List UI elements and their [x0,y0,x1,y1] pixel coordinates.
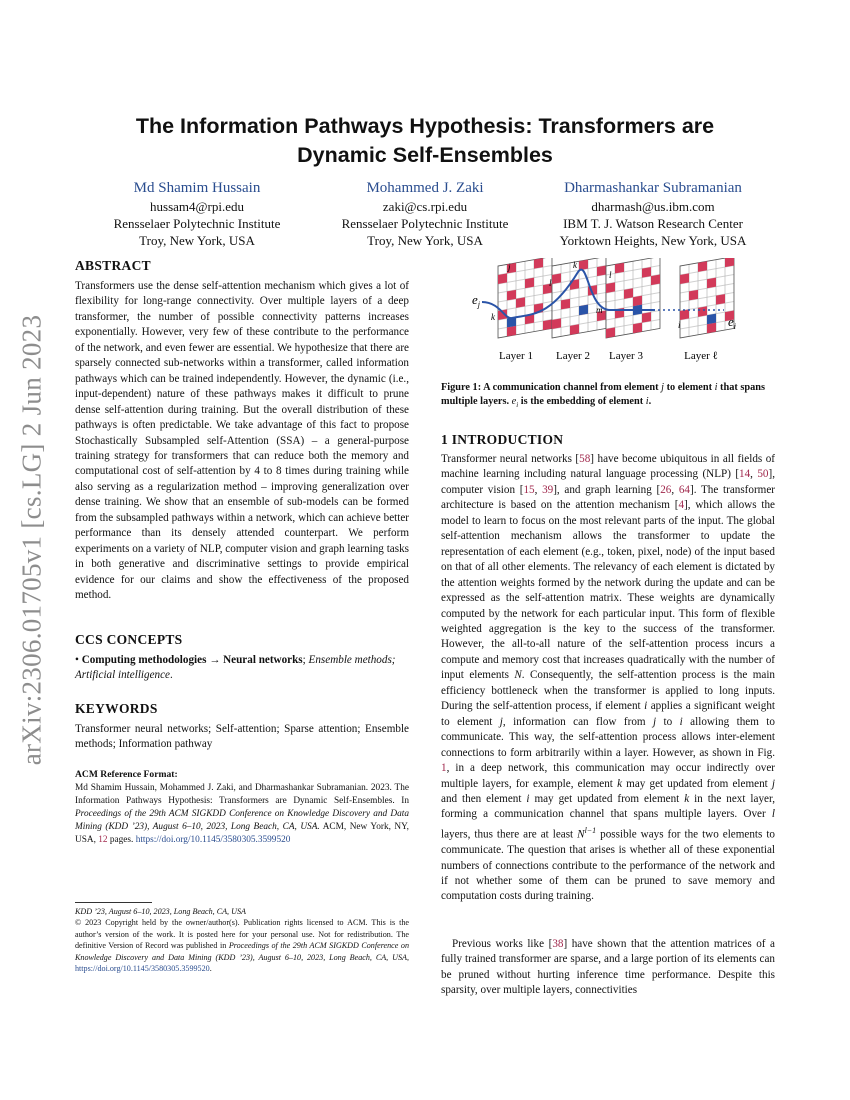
math-symbol: k [684,792,690,805]
attention-cell [651,274,660,285]
introduction-heading: 1 INTRODUCTION [441,432,564,447]
attention-cell [698,261,707,272]
footnote-rule [75,902,152,903]
pathway-cell [707,314,716,325]
attention-cell [525,278,534,289]
layer-label: Layer 2 [556,350,590,362]
pathway-cell [579,305,588,316]
attention-cell [680,309,689,320]
attention-cell [698,306,707,317]
citation-link[interactable]: 58 [579,453,591,465]
element-label: m [596,305,603,315]
attention-matrix-layer [680,258,737,338]
attention-cell [543,319,552,330]
author-3: Dharmashankar Subramanian dharmash@us.ibm.com IBM T. J. Watson Research Center Yorktown Heights, New York, USA [533,178,773,249]
attention-cell [624,288,633,299]
math-symbol: j [771,777,776,790]
embedding-label: $e_j$ [472,292,481,309]
attention-cell [561,299,570,310]
attention-cell [552,318,561,329]
math-symbol: N [514,669,522,682]
citation-link[interactable]: 39 [542,483,554,496]
citation-link[interactable]: 4 [678,499,685,512]
attention-cell [507,326,516,337]
attention-cell [707,278,716,289]
author-name: Dharmashankar Subramanian [564,180,742,196]
intro-paragraph-1: Transformer neural networks [58] have become ubiquitous in all fields of machine learning including natural language processing (NLP) [14, 50], computer vision [15, 39], and graph learning [26, 64]. The transformer architecture is based on the attention mechanism [4], which allows the model to learn to focus on the most relevant parts of the input. The global self-attention mechanism allows the transformer to update the representation of each element (e.g., token, pixel, node) of the input based on that of all other elements. The relevancy of each element is dictated by the attention weights formed by the network during the update and can be expressed as the self-attention matrix. These weights are dynamically computed by the network for each particular input. This form of flexible weighted aggregation is the key to the success of the transformer. However, the all-to-all nature of the self-attention process incurs a compute and memory cost that increases quadratically with the number of input elements N. Consequently, the self-attention process is the main efficiency bottleneck when the transformer is applied to long inputs. During the self-attention process, if element i applies a significant weight to element j, information can flow from j to i allowing them to communicate. This way, the self-attention process allows inter-element connections to form arbitrarily within a layer. However, as shown in Fig. 1, in a deep network, this communication may occur indirectly over multiple layers, for example, element k may get updated from element j and then element i may get updated from element k in the next layer, forming a communication channel that spans multiple layers. Over l layers, thus there are at least $N^{l-1}$ possible ways for the two elements to communicate. The question that arises is whether all of these exponential numbers of connections contribute to the performance of the network and if not whether some of them can be pruned to save memory and computation costs during training. [441,453,776,903]
paper-title: The Information Pathways Hypothesis: Transformers are Dynamic Self-Ensembles [135,114,715,167]
element-label: l [609,270,612,280]
attention-cell [570,324,579,335]
figure-1-caption: Figure 1: A communication channel from element j to element i that spans multiple layers. $e_i$ is the embedding of element i. [441,382,765,410]
attention-cell [716,294,725,305]
attention-cell [552,273,561,284]
keywords-text: Transformer neural networks; Self-attention; Sparse attention; Ensemble methods; Information pathway [75,723,409,751]
attention-cell [725,258,734,267]
citation-link[interactable]: 38 [552,938,564,950]
author-2: Mohammed J. Zaki zaki@cs.rpi.edu Rensselaer Polytechnic Institute Troy, New York, USA [305,178,545,249]
attention-cell [534,258,543,269]
math-symbol: j [499,715,503,728]
math-symbol: N [577,828,585,841]
acm-ref-heading: ACM Reference Format: [75,769,178,780]
intro-paragraph-2: Previous works like [38] have shown that the attention matrices of a fully trained transformer are sparse, and a large portion of its elements can be pruned without hurting inference time performance. Despite this sparsity, over multiple layers, connectivities [441,938,775,997]
ccs-heading: CCS CONCEPTS [75,632,183,647]
attention-cell [579,260,588,271]
math-symbol: i [644,700,648,713]
element-label: i [678,320,681,330]
attention-matrix-layer [498,258,552,338]
element-label: k [573,260,577,270]
arxiv-stamp: arXiv:2306.01705v1 [cs.LG] 2 Jun 2023 [16,314,47,766]
element-label: l [549,278,552,288]
math-symbol: j [653,715,657,728]
math-symbol: i [526,792,530,805]
acm-ref-text: Md Shamim Hussain, Mohammed J. Zaki, and Dharmashankar Subramanian. 2023. The Information Pathways Hypothesis: Transformers are Dynamic Self-Ensembles. In Proceedings of the 29th ACM SIGKDD Conference on Knowledge Discovery and Data Mining (KDD ’23), August 6–10, 2023, Long Beach, CA, USA. ACM, New York, NY, USA, 12 pages. https://doi.org/10.1145/3580305.3599520 [75,783,409,845]
attention-cell [642,312,651,323]
element-label: j [508,262,511,272]
author-name: Md Shamim Hussain [133,180,261,196]
attention-cell [633,323,642,334]
citation-link[interactable]: 50 [757,468,769,481]
layer-label: Layer ℓ [684,350,718,362]
figure-1-diagram [470,258,770,366]
attention-cell [606,282,615,293]
math-exponent: l−1 [584,825,597,835]
citation-link[interactable]: 26 [660,483,672,496]
layer-label: Layer 1 [499,350,533,362]
attention-cell [606,327,615,338]
footer-doi-link[interactable]: https://doi.org/10.1145/3580305.3599520 [75,964,210,974]
math-symbol: k [617,777,623,790]
keywords-heading: KEYWORDS [75,701,158,716]
abstract-text: Transformers use the dense self-attention mechanism which gives a lot of flexibility for long-range connectivity. Over multiple layers of a deep transformer, the number of possible connectivity patterns increases exponentially. However, very few of these contribute to the performance of the network, and even fewer are essential. We hypothesize that there are sparsely connected sub-networks within a transformer, called information pathways which can be trained independently. However, the dynamic (i.e., input-dependent) nature of these pathways makes it difficult to prune dense self-attention during training. But the overall distribution of these pathways is often predictable. We take advantage of this fact to propose Stochastically Subsampled self-Attention (SSA) – a general-purpose training strategy for transformers that can reduce both the memory and computational cost of self-attention by 4 to 8 times during training while also serving as a regularization method – improving generalization over dense training. We show that an ensemble of sub-models can be formed from the subsampled pathways within a network, which can achieve better performance than its densely attended counterpart. We perform experiments on a variety of NLP, computer vision and graph learning tasks in both generative and discriminative settings to provide empirical evidence for our claims and show the effectiveness of the proposed method. [75,280,409,602]
author-1: Md Shamim Hussain hussam4@rpi.edu Rensselaer Polytechnic Institute Troy, New York, USA [77,178,317,249]
doi-link[interactable]: https://doi.org/10.1145/3580305.3599520 [135,835,291,845]
citation-link[interactable]: 15 [523,483,535,496]
attention-cell [642,267,651,278]
attention-cell [680,273,689,284]
math-symbol: i [679,715,683,728]
citation-link[interactable]: 14 [739,468,751,481]
citation-link[interactable]: 64 [678,483,690,496]
attention-cell [633,296,642,307]
math-symbol: l [771,808,775,821]
attention-cell [615,263,624,274]
attention-matrix-layer [606,258,660,338]
attention-cell [597,265,606,276]
abstract-heading: ABSTRACT [75,258,151,273]
attention-cell [516,297,525,308]
attention-cell [689,290,698,301]
attention-cell [707,323,716,334]
embedding-label: $e_i$ [728,314,737,331]
attention-cell [507,290,516,301]
footnote: KDD ’23, August 6–10, 2023, Long Beach, CA, USA © 2023 Copyright held by the owner/author(s). Publication rights licensed to ACM. This is the author’s version of the work. It is posted here for your personal use. Not for redistribution. The definitive Version of Record was published in Proceedings of the 29th ACM SIGKDD Conference on Knowledge Discovery and Data Mining (KDD ’23), August 6–10, 2023, Long Beach, CA, USA, https://doi.org/10.1145/3580305.3599520. [75,907,409,974]
ccs-text: • Computing methodologies → Neural networks; Ensemble methods; Artificial intelligence. [75,654,396,682]
element-label: k [491,312,495,322]
attention-cell [498,273,507,284]
layer-label: Layer 3 [609,350,643,362]
author-name: Mohammed J. Zaki [366,180,484,196]
citation-link[interactable]: 1 [441,762,447,775]
